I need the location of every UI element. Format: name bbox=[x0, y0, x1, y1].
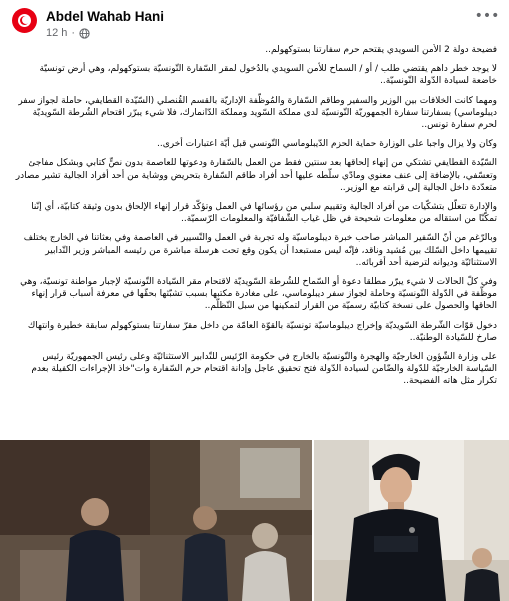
author-name[interactable]: Abdel Wahab Hani bbox=[46, 9, 165, 24]
globe-icon bbox=[79, 28, 90, 39]
post-paragraph: السّيّدة القطايفي تشتكي من إنهاء إلحاقها بعد سنتين فقط من العمل بالسّفارة ودعوتها للعاصمة بدون نصٍّ كتابي وبشكل مفاجئ وتعسّفي، بالإضافة إلى عنف معنوي ومادّي سلّطه عليها أحد أفراد طاقم السّفارة بتحريض ووشاية من أحد أفراد الجالية تشير مصادر متعدّدة داخل الجالية إلى قرابته مع الوزير.. bbox=[15, 158, 497, 193]
post-paragraph: دخول قوّات الشّرطة السّويديّة وإخراج ديبلوماسيّة تونسيّة بالقوّة العامّة من داخل مقرّ سفارتنا بستوكهولم سابقة خطيرة وانتهاك صارخ للسّيادة الوطنيّة.. bbox=[27, 320, 497, 343]
post-paragraph: والإدارة تتعلّل بتشكّيات من أفراد الجالية وتقييم سلبي من رؤسائها في العمل وتؤكّد قرار إنهاء الإلحاق بدون وثيقة كتابيّة، أي إنّنا تمكّنّا من استقاله من معلومات شحيحة في ظل غياب الشّفافيّة والمعلومات الرّسميّة.. bbox=[31, 202, 497, 225]
post-photos bbox=[0, 440, 509, 601]
post-header bbox=[0, 0, 509, 44]
photo-police-in-office[interactable] bbox=[0, 440, 312, 601]
tunisia-flag-icon[interactable] bbox=[12, 8, 37, 33]
post-paragraph: لا يوجد خطر داهم يقتضي طلب / أو / السماح للأمن السويدي بالدُخول لمقر السّفارة التّونسيّة بستوكهولم، وهي أرض تونسيّة خاضعة لسيادة الدّولة التّونسيّة.. bbox=[39, 64, 497, 87]
post-paragraph: وبالرّغم من أنّ السّفير المباشر صاحب خبرة ديبلوماسيّة وله تجربة في العمل والتّسيير في العاصمة وفي بعثاتنا في الخارج يختلف تقييمها داخل السّلك بين مُشيد وناقد، فإنّه ليس مستبعدا أن يكون وقع تحت هرسلة مباشرة من رئيسه المباشر وزير التّدابير الاستثنائيّة وديوانه لترضية أحد أقربائه.. bbox=[23, 233, 497, 268]
post-paragraph: فضيحة دولة 2 الأمن السويدي يقتحم حرم سفارتنا بستوكهولم.. bbox=[265, 45, 497, 55]
post-paragraph: وفي كلّ الحالات لا شيء يبرّر مطلقا دعوة أو السّماح للشُرطة السّويديّة لاقتحام مقر السّيادة التّونسيّة لإجبار مواطنة تونسيّة، وهي موظّفة في الدّولة التّونسيّة وحاملة لجواز سفر ديبلوماسي، على مغادرة مكتبها بسبب تشبّثها بحقّها في معرفة أسباب قرار إنهاء الحاقها والحصول على نسخة كتابيّة رسميّة من القرار لتمكينها من سبل التّظلّم.. bbox=[20, 277, 497, 312]
post-timestamp[interactable]: 12 h bbox=[46, 27, 68, 39]
more-options-icon[interactable]: ••• bbox=[474, 8, 500, 24]
post-body bbox=[14, 44, 497, 434]
post-paragraph: وكان ولا يزال واجبا على الوزارة حماية الحزم الدّيبلوماسي التّونسي قبل أيّة اعتبارات أخرى.. bbox=[156, 139, 497, 150]
post-meta bbox=[46, 27, 90, 39]
post-paragraph: ومهما كانت الخلافات بين الوزير والسفير وطاقم السّفارة والمُوظّفة الإداريّة بالقسم القُنصلي (السّيّدة القطايفي، حاملة لجواز سفر ديبلوماسي) بسفارتنا سفارة الجمهوريّة التّونسيّة لدى مملكة السّويد ومملكة الدّانمارك، فلا شيء يبرّر اقتحام الشُرطة السّويديّة لحرم سفارة تونس.. bbox=[18, 95, 497, 131]
photo-police-in-corridor[interactable] bbox=[314, 440, 509, 601]
post-paragraph: على وزارة الشّؤون الخارجيّة والهجرة والتّونسيّة بالخارج في حكومة الرّئيس للتّدابير الاستثنائيّة وعلى رئيس الجمهوريّة رئيس السّياسة الخارجيّة للدّولة والضّامن لسيادة الدّولة فتح تحقيق عاجل وإدانة اقتحام حرم السّفارة وات"خاذ الإجراءات الكفيلة بعدم تكرار مثل هاته الفضيحة.. bbox=[31, 352, 497, 387]
meta-separator: · bbox=[71, 27, 76, 39]
